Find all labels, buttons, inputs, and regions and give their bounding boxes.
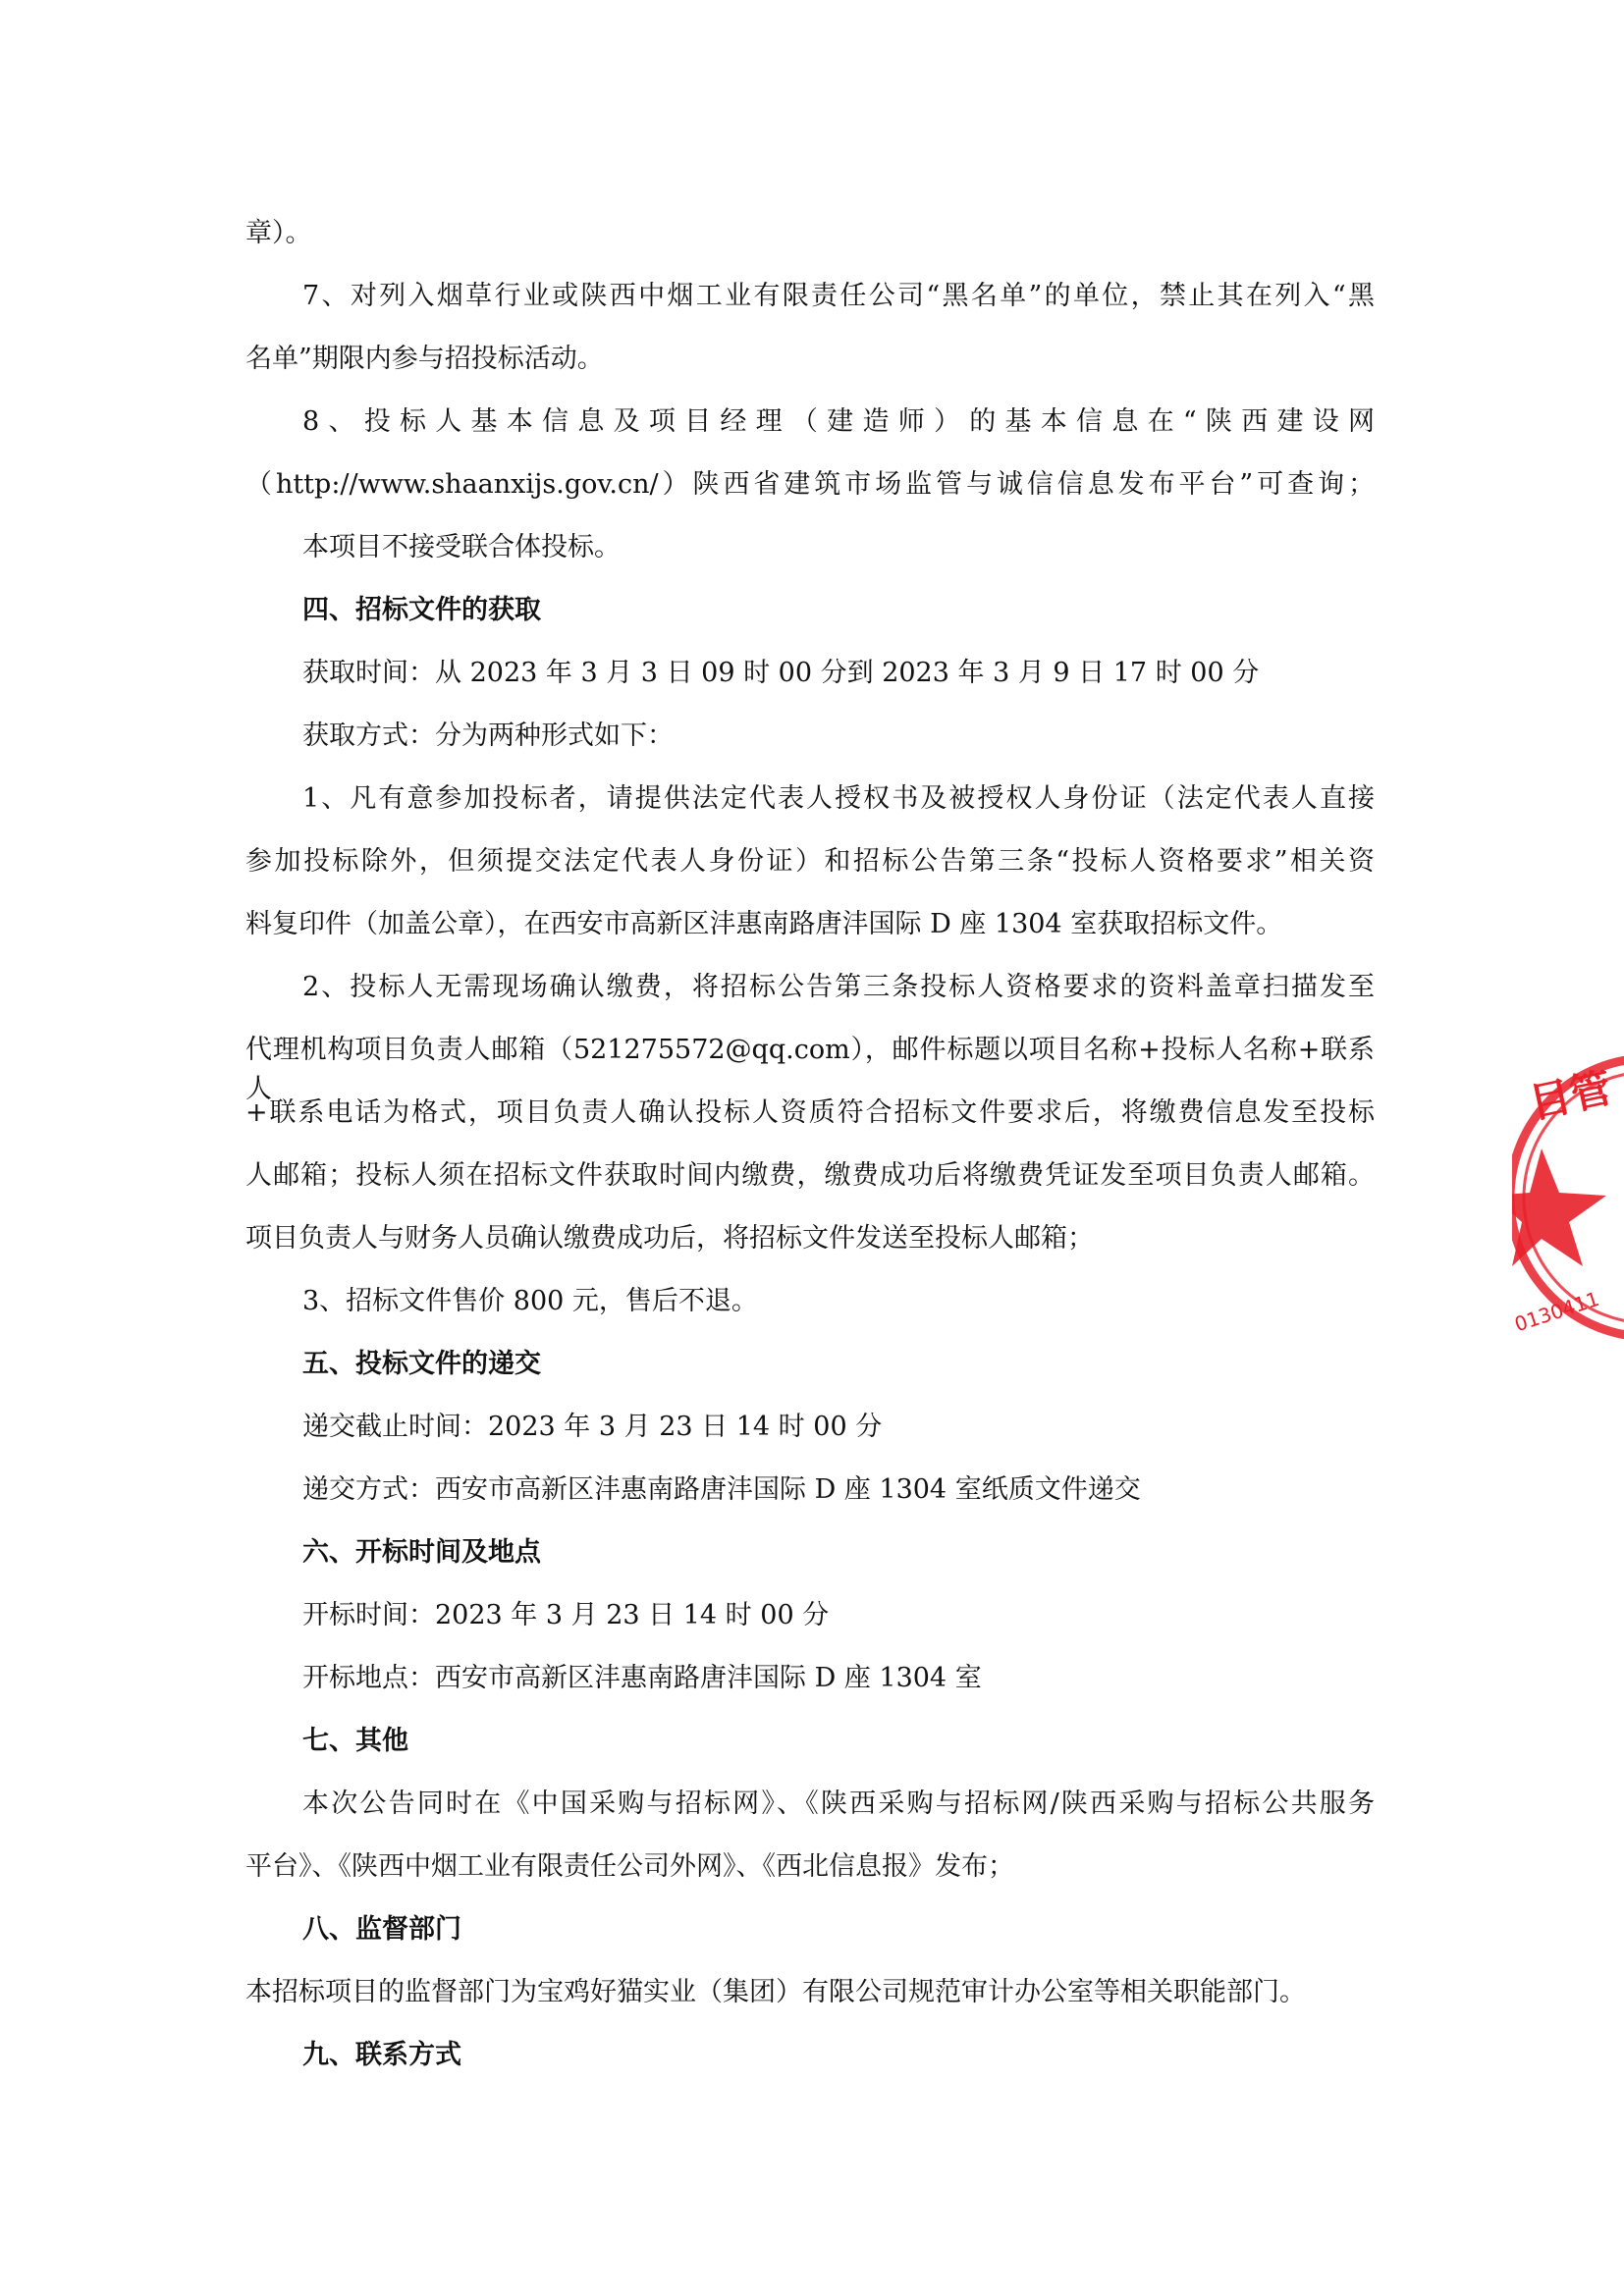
text-line: 3、招标文件售价 800 元，售后不退。 — [302, 1286, 758, 1316]
text-line: 本项目不接受联合体投标。 — [302, 532, 621, 562]
seal-text-bottom: 0130411 — [1512, 1286, 1602, 1337]
text-line: 1、凡有意参加投标者，请提供法定代表人授权书及被授权人身份证（法定代表人直接 — [302, 783, 1375, 814]
section-heading: 六、开标时间及地点 — [302, 1537, 541, 1568]
section-heading: 五、投标文件的递交 — [302, 1349, 541, 1379]
text-line: 章）。 — [245, 218, 312, 248]
text-line: 平台》、《陕西中烟工业有限责任公司外网》、《西北信息报》发布； — [245, 1851, 1014, 1882]
text-line: 8、投标人基本信息及项目经理（建造师）的基本信息在“陕西建设网 — [302, 406, 1375, 437]
text-line: 代理机构项目负责人邮箱（521275572@qq.com），邮件标题以项目名称+投标人名称+联系人 — [245, 1035, 1375, 1104]
text-line: 开标时间：2023 年 3 月 23 日 14 时 00 分 — [302, 1600, 830, 1630]
section-heading: 四、招标文件的获取 — [302, 595, 541, 625]
text-line: 名单”期限内参与招投标活动。 — [245, 344, 604, 374]
text-line: 料复印件（加盖公章），在西安市高新区沣惠南路唐沣国际 D 座 1304 室获取招标文件。 — [245, 909, 1283, 939]
text-line: 递交方式：西安市高新区沣惠南路唐沣国际 D 座 1304 室纸质文件递交 — [302, 1474, 1141, 1505]
text-line: 获取方式：分为两种形式如下： — [302, 721, 674, 751]
text-line: 开标地点：西安市高新区沣惠南路唐沣国际 D 座 1304 室 — [302, 1663, 982, 1693]
text-line: +联系电话为格式，项目负责人确认投标人资质符合招标文件要求后，将缴费信息发至投标 — [245, 1097, 1375, 1128]
text-line: 本招标项目的监督部门为宝鸡好猫实业（集团）有限公司规范审计办公室等相关职能部门。 — [245, 1977, 1306, 2007]
section-heading: 九、联系方式 — [302, 2040, 461, 2070]
text-line: 7、对列入烟草行业或陕西中烟工业有限责任公司“黑名单”的单位，禁止其在列入“黑 — [302, 281, 1375, 311]
official-seal-stamp — [1512, 1021, 1624, 1374]
text-line: 本次公告同时在《中国采购与招标网》、《陕西采购与招标网/陕西采购与招标公共服务 — [302, 1789, 1375, 1819]
text-line: 获取时间：从 2023 年 3 月 3 日 09 时 00 分到 2023 年 3 月 9 日 17 时 00 分 — [302, 658, 1260, 688]
section-heading: 八、监督部门 — [302, 1914, 461, 1945]
seal-text-top: 目管 — [1525, 1063, 1616, 1128]
text-line: 参加投标除外，但须提交法定代表人身份证）和招标公告第三条“投标人资格要求”相关资 — [245, 846, 1375, 877]
text-line: 人邮箱；投标人须在招标文件获取时间内缴费，缴费成功后将缴费凭证发至项目负责人邮箱。 — [245, 1160, 1375, 1191]
text-line: 递交截止时间：2023 年 3 月 23 日 14 时 00 分 — [302, 1412, 883, 1442]
section-heading: 七、其他 — [302, 1726, 408, 1756]
text-line: 项目负责人与财务人员确认缴费成功后，将招标文件发送至投标人邮箱； — [245, 1223, 1094, 1254]
text-line: 2、投标人无需现场确认缴费，将招标公告第三条投标人资格要求的资料盖章扫描发至 — [302, 972, 1375, 1002]
text-line: （http://www.shaanxijs.gov.cn/）陕西省建筑市场监管与诚信信息发布平台”可查询； — [245, 469, 1375, 500]
